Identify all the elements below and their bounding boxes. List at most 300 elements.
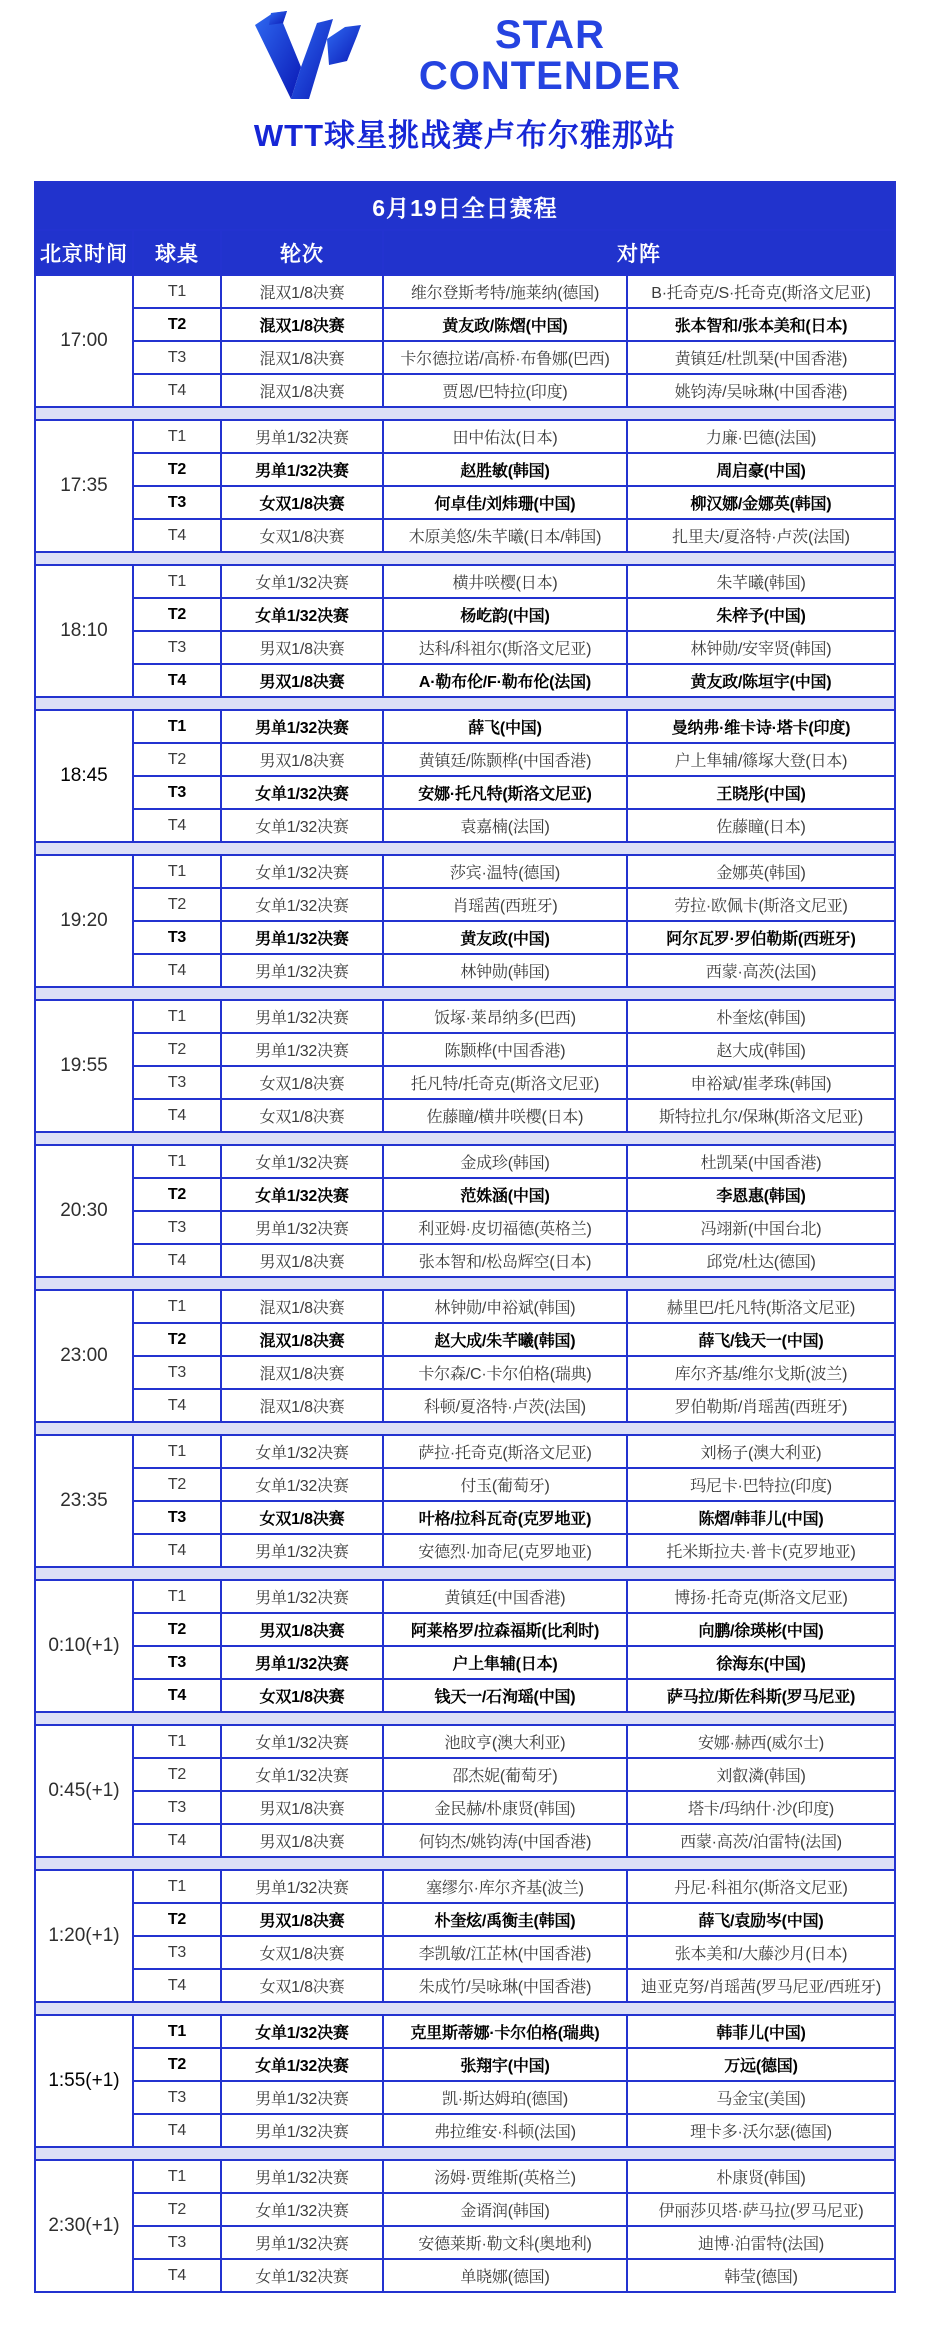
player-left-cell: 赵胜敏(韩国)	[383, 453, 627, 486]
time-cell: 19:55	[35, 1000, 133, 1132]
round-cell: 女双1/8决赛	[221, 519, 383, 552]
match-row	[35, 1969, 895, 2002]
match-row	[35, 275, 895, 308]
player-left-cell: 何卓佳/刘炜珊(中国)	[383, 486, 627, 519]
round-cell: 男双1/8决赛	[221, 631, 383, 664]
table-number-cell: T1	[133, 1870, 221, 1903]
player-right-cell: 朱芊曦(韩国)	[627, 565, 895, 598]
round-cell: 男单1/32决赛	[221, 453, 383, 486]
player-left-cell: 李凯敏/江芷林(中国香港)	[383, 1936, 627, 1969]
round-cell: 女单1/32决赛	[221, 1145, 383, 1178]
match-row	[35, 2048, 895, 2081]
match-row	[35, 743, 895, 776]
match-row	[35, 1903, 895, 1936]
player-right-cell: 朱梓予(中国)	[627, 598, 895, 631]
player-right-cell: 迪博·泊雷特(法国)	[627, 2226, 895, 2259]
player-right-cell: 张本智和/张本美和(日本)	[627, 308, 895, 341]
player-right-cell: 曼纳弗·维卡诗·塔卡(印度)	[627, 710, 895, 743]
player-left-cell: 杨屹韵(中国)	[383, 598, 627, 631]
table-number-cell: T1	[133, 565, 221, 598]
block-separator	[35, 1567, 895, 1580]
player-left-cell: 邵杰妮(葡萄牙)	[383, 1758, 627, 1791]
table-number-cell: T1	[133, 275, 221, 308]
match-row	[35, 1244, 895, 1277]
table-number-cell: T2	[133, 1468, 221, 1501]
table-number-cell: T2	[133, 308, 221, 341]
table-number-cell: T2	[133, 1033, 221, 1066]
player-right-cell: 刘叡潾(韩国)	[627, 1758, 895, 1791]
round-cell: 女单1/32决赛	[221, 2048, 383, 2081]
brand-line2: CONTENDER	[418, 54, 682, 98]
block-separator	[35, 1857, 895, 1870]
match-row	[35, 598, 895, 631]
player-left-cell: A·勒布伦/F·勒布伦(法国)	[383, 664, 627, 697]
time-cell: 0:10(+1)	[35, 1580, 133, 1712]
player-left-cell: 金民赫/朴康贤(韩国)	[383, 1791, 627, 1824]
player-right-cell: 西蒙·高茨(法国)	[627, 954, 895, 987]
table-number-cell: T2	[133, 1323, 221, 1356]
match-row	[35, 1679, 895, 1712]
col-header-time: 北京时间	[35, 230, 133, 275]
match-row	[35, 1000, 895, 1033]
player-right-cell: 博扬·托奇克(斯洛文尼亚)	[627, 1580, 895, 1613]
match-row	[35, 1758, 895, 1791]
round-cell: 混双1/8决赛	[221, 275, 383, 308]
player-right-cell: 罗伯勒斯/肖瑶茜(西班牙)	[627, 1389, 895, 1422]
table-number-cell: T2	[133, 1613, 221, 1646]
player-right-cell: 林钟勋/安宰贤(韩国)	[627, 631, 895, 664]
player-right-cell: 玛尼卡·巴特拉(印度)	[627, 1468, 895, 1501]
player-right-cell: 金娜英(韩国)	[627, 855, 895, 888]
round-cell: 男双1/8决赛	[221, 664, 383, 697]
match-row	[35, 855, 895, 888]
player-right-cell: 韩莹(德国)	[627, 2259, 895, 2292]
player-left-cell: 袁嘉楠(法国)	[383, 809, 627, 842]
match-row	[35, 1824, 895, 1857]
round-cell: 男双1/8决赛	[221, 1791, 383, 1824]
time-cell: 18:10	[35, 565, 133, 697]
match-row	[35, 1389, 895, 1422]
match-row	[35, 1211, 895, 1244]
time-cell: 20:30	[35, 1145, 133, 1277]
player-left-cell: 佐藤瞳/横井咲樱(日本)	[383, 1099, 627, 1132]
table-number-cell: T3	[133, 1066, 221, 1099]
player-right-cell: 迪亚克努/肖瑶茜(罗马尼亚/西班牙)	[627, 1969, 895, 2002]
round-cell: 女单1/32决赛	[221, 1178, 383, 1211]
player-right-cell: 陈熠/韩菲儿(中国)	[627, 1501, 895, 1534]
match-row	[35, 1613, 895, 1646]
player-right-cell: 徐海东(中国)	[627, 1646, 895, 1679]
table-number-cell: T2	[133, 1903, 221, 1936]
table-number-cell: T2	[133, 743, 221, 776]
player-left-cell: 木原美悠/朱芊曦(日本/韩国)	[383, 519, 627, 552]
table-number-cell: T1	[133, 1725, 221, 1758]
player-left-cell: 卡尔德拉诺/高桥·布鲁娜(巴西)	[383, 341, 627, 374]
block-separator	[35, 407, 895, 420]
player-right-cell: 塔卡/玛纳什·沙(印度)	[627, 1791, 895, 1824]
player-left-cell: 池旼亨(澳大利亚)	[383, 1725, 627, 1758]
round-cell: 混双1/8决赛	[221, 1356, 383, 1389]
round-cell: 女单1/32决赛	[221, 2259, 383, 2292]
table-number-cell: T4	[133, 2259, 221, 2292]
round-cell: 女双1/8决赛	[221, 1936, 383, 1969]
player-left-cell: 达科/科祖尔(斯洛文尼亚)	[383, 631, 627, 664]
table-number-cell: T3	[133, 486, 221, 519]
table-number-cell: T1	[133, 1000, 221, 1033]
player-left-cell: 黄友政(中国)	[383, 921, 627, 954]
match-row	[35, 2015, 895, 2048]
time-cell: 23:35	[35, 1435, 133, 1567]
player-right-cell: 安娜·赫西(威尔士)	[627, 1725, 895, 1758]
player-left-cell: 金谞润(韩国)	[383, 2193, 627, 2226]
table-number-cell: T4	[133, 954, 221, 987]
match-row	[35, 809, 895, 842]
match-row	[35, 710, 895, 743]
player-right-cell: 向鹏/徐瑛彬(中国)	[627, 1613, 895, 1646]
player-left-cell: 付玉(葡萄牙)	[383, 1468, 627, 1501]
round-cell: 女单1/32决赛	[221, 2015, 383, 2048]
player-left-cell: 塞缪尔·库尔齐基(波兰)	[383, 1870, 627, 1903]
round-cell: 女单1/32决赛	[221, 776, 383, 809]
match-row	[35, 1145, 895, 1178]
player-right-cell: 劳拉·欧佩卡(斯洛文尼亚)	[627, 888, 895, 921]
block-separator	[35, 1422, 895, 1435]
round-cell: 女单1/32决赛	[221, 855, 383, 888]
player-left-cell: 金成珍(韩国)	[383, 1145, 627, 1178]
player-left-cell: 叶格/拉科瓦奇(克罗地亚)	[383, 1501, 627, 1534]
player-right-cell: 邱党/杜达(德国)	[627, 1244, 895, 1277]
match-row	[35, 308, 895, 341]
player-right-cell: 王晓彤(中国)	[627, 776, 895, 809]
player-left-cell: 张本智和/松岛辉空(日本)	[383, 1244, 627, 1277]
round-cell: 混双1/8决赛	[221, 308, 383, 341]
player-right-cell: 柳汉娜/金娜英(韩国)	[627, 486, 895, 519]
table-number-cell: T1	[133, 1580, 221, 1613]
round-cell: 男单1/32决赛	[221, 1000, 383, 1033]
player-right-cell: 马金宝(美国)	[627, 2081, 895, 2114]
table-number-cell: T3	[133, 1646, 221, 1679]
block-separator	[35, 987, 895, 1000]
player-left-cell: 横井咲樱(日本)	[383, 565, 627, 598]
column-header-row	[35, 230, 895, 275]
table-number-cell: T3	[133, 341, 221, 374]
table-number-cell: T4	[133, 1534, 221, 1567]
match-row	[35, 2259, 895, 2292]
player-right-cell: 刘杨子(澳大利亚)	[627, 1435, 895, 1468]
round-cell: 女单1/32决赛	[221, 1435, 383, 1468]
player-left-cell: 托凡特/托奇克(斯洛文尼亚)	[383, 1066, 627, 1099]
table-number-cell: T4	[133, 809, 221, 842]
player-left-cell: 卡尔森/C·卡尔伯格(瑞典)	[383, 1356, 627, 1389]
col-header-table: 球桌	[133, 230, 221, 275]
match-row	[35, 1356, 895, 1389]
player-left-cell: 安德莱斯·勒文科(奥地利)	[383, 2226, 627, 2259]
table-number-cell: T3	[133, 1936, 221, 1969]
round-cell: 男单1/32决赛	[221, 710, 383, 743]
player-right-cell: 朴康贤(韩国)	[627, 2160, 895, 2193]
table-number-cell: T3	[133, 1501, 221, 1534]
round-cell: 男单1/32决赛	[221, 2160, 383, 2193]
player-right-cell: 杜凯琹(中国香港)	[627, 1145, 895, 1178]
table-number-cell: T2	[133, 888, 221, 921]
player-right-cell: 理卡多·沃尔瑟(德国)	[627, 2114, 895, 2147]
player-left-cell: 林钟勋(韩国)	[383, 954, 627, 987]
time-cell: 1:20(+1)	[35, 1870, 133, 2002]
block-separator	[35, 1132, 895, 1145]
player-left-cell: 肖瑶茜(西班牙)	[383, 888, 627, 921]
brand-text	[419, 15, 681, 97]
block-separator	[35, 552, 895, 565]
player-right-cell: 力廉·巴德(法国)	[627, 420, 895, 453]
player-right-cell: 库尔齐基/维尔戈斯(波兰)	[627, 1356, 895, 1389]
table-number-cell: T2	[133, 453, 221, 486]
round-cell: 女双1/8决赛	[221, 1679, 383, 1712]
round-cell: 男双1/8决赛	[221, 1244, 383, 1277]
match-row	[35, 2114, 895, 2147]
round-cell: 女单1/32决赛	[221, 565, 383, 598]
round-cell: 男双1/8决赛	[221, 1824, 383, 1857]
table-number-cell: T1	[133, 1290, 221, 1323]
match-row	[35, 631, 895, 664]
round-cell: 男单1/32决赛	[221, 1870, 383, 1903]
table-number-cell: T1	[133, 710, 221, 743]
player-left-cell: 饭塚·莱昂纳多(巴西)	[383, 1000, 627, 1033]
match-row	[35, 1646, 895, 1679]
player-right-cell: B·托奇克/S·托奇克(斯洛文尼亚)	[627, 275, 895, 308]
player-right-cell: 丹尼·科祖尔(斯洛文尼亚)	[627, 1870, 895, 1903]
match-row	[35, 2226, 895, 2259]
match-row	[35, 776, 895, 809]
player-right-cell: 周启豪(中国)	[627, 453, 895, 486]
table-number-cell: T4	[133, 374, 221, 407]
round-cell: 男单1/32决赛	[221, 1211, 383, 1244]
round-cell: 女单1/32决赛	[221, 888, 383, 921]
player-right-cell: 斯特拉扎尔/保琳(斯洛文尼亚)	[627, 1099, 895, 1132]
player-left-cell: 克里斯蒂娜·卡尔伯格(瑞典)	[383, 2015, 627, 2048]
player-left-cell: 单晓娜(德国)	[383, 2259, 627, 2292]
match-row	[35, 1178, 895, 1211]
table-number-cell: T4	[133, 1099, 221, 1132]
player-left-cell: 范姝涵(中国)	[383, 1178, 627, 1211]
match-row	[35, 1936, 895, 1969]
table-number-cell: T2	[133, 598, 221, 631]
match-row	[35, 1468, 895, 1501]
time-cell: 17:35	[35, 420, 133, 552]
round-cell: 女双1/8决赛	[221, 1066, 383, 1099]
player-left-cell: 莎宾·温特(德国)	[383, 855, 627, 888]
player-right-cell: 赫里巴/托凡特(斯洛文尼亚)	[627, 1290, 895, 1323]
match-row	[35, 1870, 895, 1903]
table-title-row	[35, 182, 895, 230]
player-right-cell: 黄镇廷/杜凯琹(中国香港)	[627, 341, 895, 374]
round-cell: 女单1/32决赛	[221, 598, 383, 631]
player-left-cell: 黄镇廷(中国香港)	[383, 1580, 627, 1613]
player-left-cell: 黄友政/陈熠(中国)	[383, 308, 627, 341]
player-left-cell: 阿莱格罗/拉森福斯(比利时)	[383, 1613, 627, 1646]
player-right-cell: 韩菲儿(中国)	[627, 2015, 895, 2048]
player-left-cell: 汤姆·贾维斯(英格兰)	[383, 2160, 627, 2193]
player-left-cell: 薛飞(中国)	[383, 710, 627, 743]
table-number-cell: T3	[133, 921, 221, 954]
player-right-cell: 托米斯拉夫·普卡(克罗地亚)	[627, 1534, 895, 1567]
round-cell: 男双1/8决赛	[221, 1903, 383, 1936]
table-number-cell: T3	[133, 1356, 221, 1389]
round-cell: 男单1/32决赛	[221, 921, 383, 954]
table-number-cell: T1	[133, 855, 221, 888]
match-row	[35, 1791, 895, 1824]
table-number-cell: T1	[133, 1145, 221, 1178]
table-number-cell: T4	[133, 1824, 221, 1857]
match-row	[35, 453, 895, 486]
player-left-cell: 黄镇廷/陈颢桦(中国香港)	[383, 743, 627, 776]
time-cell: 19:20	[35, 855, 133, 987]
round-cell: 男单1/32决赛	[221, 2081, 383, 2114]
player-right-cell: 伊丽莎贝塔·萨马拉(罗马尼亚)	[627, 2193, 895, 2226]
player-right-cell: 黄友政/陈垣宇(中国)	[627, 664, 895, 697]
table-number-cell: T1	[133, 2015, 221, 2048]
page-title: WTT球星挑战赛卢布尔雅那站	[253, 118, 677, 153]
block-separator	[35, 697, 895, 710]
round-cell: 男单1/32决赛	[221, 1580, 383, 1613]
match-row	[35, 1501, 895, 1534]
player-left-cell: 钱天一/石洵瑶(中国)	[383, 1679, 627, 1712]
block-separator	[35, 842, 895, 855]
match-row	[35, 2193, 895, 2226]
match-row	[35, 420, 895, 453]
round-cell: 混双1/8决赛	[221, 341, 383, 374]
player-right-cell: 张本美和/大藤沙月(日本)	[627, 1936, 895, 1969]
round-cell: 男单1/32决赛	[221, 2226, 383, 2259]
match-row	[35, 486, 895, 519]
round-cell: 男双1/8决赛	[221, 1613, 383, 1646]
round-cell: 女双1/8决赛	[221, 1969, 383, 2002]
match-row	[35, 519, 895, 552]
round-cell: 女单1/32决赛	[221, 1468, 383, 1501]
player-left-cell: 利亚姆·皮切福德(英格兰)	[383, 1211, 627, 1244]
player-left-cell: 萨拉·托奇克(斯洛文尼亚)	[383, 1435, 627, 1468]
player-right-cell: 薛飞/袁励岑(中国)	[627, 1903, 895, 1936]
table-number-cell: T4	[133, 1679, 221, 1712]
time-cell: 17:00	[35, 275, 133, 407]
player-left-cell: 凯·斯达姆珀(德国)	[383, 2081, 627, 2114]
match-row	[35, 341, 895, 374]
player-left-cell: 赵大成/朱芊曦(韩国)	[383, 1323, 627, 1356]
player-right-cell: 佐藤瞳(日本)	[627, 809, 895, 842]
match-row	[35, 664, 895, 697]
table-number-cell: T1	[133, 1435, 221, 1468]
match-row	[35, 374, 895, 407]
match-row	[35, 1534, 895, 1567]
time-cell: 0:45(+1)	[35, 1725, 133, 1857]
table-number-cell: T3	[133, 2081, 221, 2114]
time-cell: 2:30(+1)	[35, 2160, 133, 2292]
player-right-cell: 李恩惠(韩国)	[627, 1178, 895, 1211]
table-number-cell: T4	[133, 1244, 221, 1277]
round-cell: 男单1/32决赛	[221, 2114, 383, 2147]
table-number-cell: T3	[133, 776, 221, 809]
player-left-cell: 陈颢桦(中国香港)	[383, 1033, 627, 1066]
player-left-cell: 安德烈·加奇尼(克罗地亚)	[383, 1534, 627, 1567]
table-number-cell: T4	[133, 1389, 221, 1422]
table-number-cell: T1	[133, 2160, 221, 2193]
match-row	[35, 1580, 895, 1613]
player-left-cell: 何钧杰/姚钧涛(中国香港)	[383, 1824, 627, 1857]
player-right-cell: 赵大成(韩国)	[627, 1033, 895, 1066]
match-row	[35, 1066, 895, 1099]
round-cell: 混双1/8决赛	[221, 374, 383, 407]
wtt-logo-icon	[249, 9, 383, 103]
time-cell: 1:55(+1)	[35, 2015, 133, 2147]
round-cell: 女双1/8决赛	[221, 1099, 383, 1132]
player-right-cell: 户上隼辅/篠塚大登(日本)	[627, 743, 895, 776]
player-left-cell: 科顿/夏洛特·卢茨(法国)	[383, 1389, 627, 1422]
table-number-cell: T1	[133, 420, 221, 453]
match-row	[35, 2081, 895, 2114]
round-cell: 混双1/8决赛	[221, 1323, 383, 1356]
player-left-cell: 朴奎炫/禹衡圭(韩国)	[383, 1903, 627, 1936]
player-right-cell: 西蒙·高茨/泊雷特(法国)	[627, 1824, 895, 1857]
match-row	[35, 565, 895, 598]
player-left-cell: 贾恩/巴特拉(印度)	[383, 374, 627, 407]
player-right-cell: 万远(德国)	[627, 2048, 895, 2081]
round-cell: 女双1/8决赛	[221, 1501, 383, 1534]
table-number-cell: T3	[133, 2226, 221, 2259]
player-right-cell: 萨马拉/斯佐科斯(罗马尼亚)	[627, 1679, 895, 1712]
player-right-cell: 薛飞/钱天一(中国)	[627, 1323, 895, 1356]
round-cell: 女单1/32决赛	[221, 2193, 383, 2226]
player-left-cell: 田中佑汰(日本)	[383, 420, 627, 453]
table-number-cell: T4	[133, 519, 221, 552]
match-row	[35, 1290, 895, 1323]
time-cell: 23:00	[35, 1290, 133, 1422]
round-cell: 女单1/32决赛	[221, 809, 383, 842]
table-number-cell: T3	[133, 1791, 221, 1824]
table-number-cell: T4	[133, 664, 221, 697]
round-cell: 男单1/32决赛	[221, 1646, 383, 1679]
match-row	[35, 1725, 895, 1758]
match-row	[35, 2160, 895, 2193]
player-right-cell: 申裕斌/崔孝珠(韩国)	[627, 1066, 895, 1099]
player-right-cell: 朴奎炫(韩国)	[627, 1000, 895, 1033]
match-row	[35, 1033, 895, 1066]
player-left-cell: 弗拉维安·科顿(法国)	[383, 2114, 627, 2147]
block-separator	[35, 2002, 895, 2015]
match-row	[35, 888, 895, 921]
table-number-cell: T2	[133, 1178, 221, 1211]
block-separator	[35, 2147, 895, 2160]
block-separator	[35, 1712, 895, 1725]
schedule-table	[34, 181, 896, 2293]
table-number-cell: T4	[133, 1969, 221, 2002]
round-cell: 混双1/8决赛	[221, 1290, 383, 1323]
round-cell: 女单1/32决赛	[221, 1725, 383, 1758]
round-cell: 男单1/32决赛	[221, 1534, 383, 1567]
schedule-body	[35, 275, 895, 2292]
time-cell: 18:45	[35, 710, 133, 842]
match-row	[35, 1099, 895, 1132]
brand-line1: STAR	[495, 13, 605, 58]
player-right-cell: 冯翊新(中国台北)	[627, 1211, 895, 1244]
round-cell: 男单1/32决赛	[221, 954, 383, 987]
table-number-cell: T2	[133, 1758, 221, 1791]
table-number-cell: T2	[133, 2048, 221, 2081]
match-row	[35, 1435, 895, 1468]
brand-header	[0, 6, 930, 106]
player-left-cell: 林钟勋/申裕斌(韩国)	[383, 1290, 627, 1323]
table-number-cell: T3	[133, 631, 221, 664]
match-row	[35, 1323, 895, 1356]
player-right-cell: 阿尔瓦罗·罗伯勒斯(西班牙)	[627, 921, 895, 954]
